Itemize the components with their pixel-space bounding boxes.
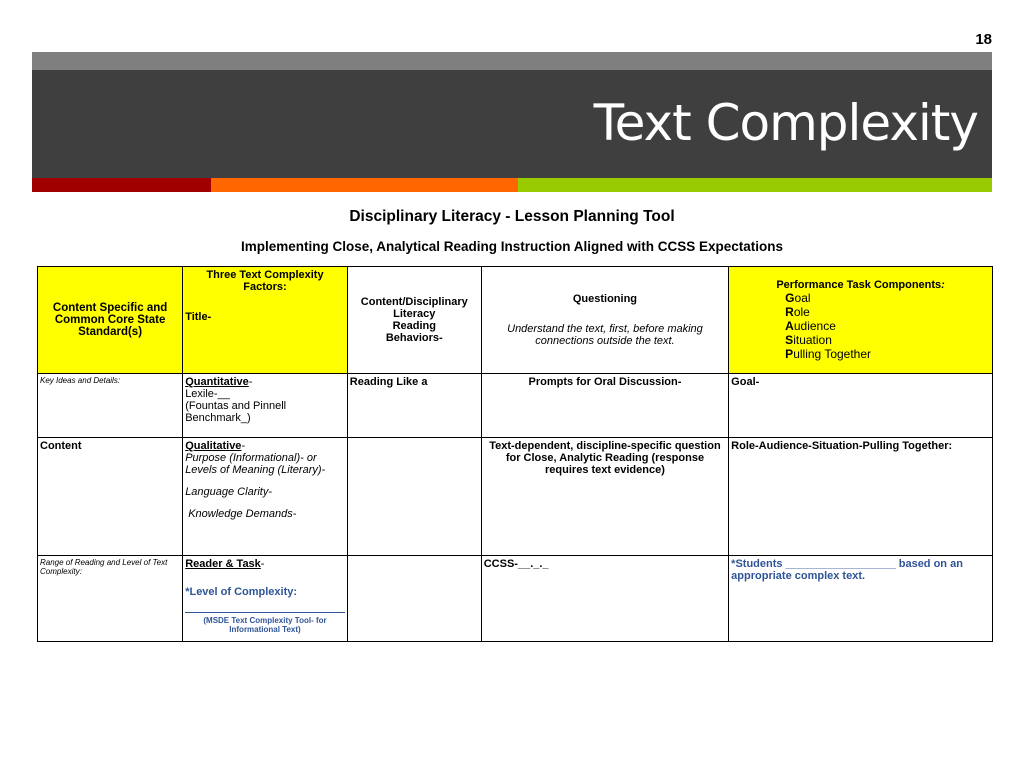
title-bar: [32, 70, 992, 178]
header-performance-task: [729, 267, 993, 374]
lesson-planning-table: [37, 266, 993, 642]
header-literacy-line: Literacy: [393, 308, 436, 320]
header-complexity-factors: [183, 267, 348, 374]
accent-stripe-green: [518, 178, 992, 192]
table-row: [38, 438, 993, 556]
component-role: Role: [785, 305, 810, 319]
accent-stripe-orange: [211, 178, 518, 192]
header-literacy-line: Behaviors-: [385, 332, 443, 344]
row2-standards: Content: [38, 438, 183, 556]
row3-ccss: CCSS-__._._: [481, 556, 728, 642]
header-title-field: Title-: [185, 311, 212, 323]
row1-reading-behaviors: Reading Like a: [347, 374, 481, 438]
header-literacy-behaviors: [347, 267, 481, 374]
header-complexity-title: Three Text Complexity Factors:: [206, 269, 324, 293]
table-header-row: [38, 267, 993, 374]
row2-performance: Role-Audience-Situation-Pulling Together:: [729, 438, 993, 556]
header-questioning-title: Questioning: [572, 293, 638, 305]
title-bar-top-band: [32, 52, 992, 70]
row3-standards: Range of Reading and Level of Text Complexity:: [38, 556, 183, 642]
header-performance-title: Performance Task Components:: [776, 279, 945, 291]
row3-students: *Students __________________ based on an appropriate complex text.: [729, 556, 993, 642]
header-literacy-line: Content/Disciplinary: [360, 296, 468, 308]
row1-goal: Goal-: [729, 374, 993, 438]
table-row: [38, 556, 993, 642]
row3-reader-task: Reader & Task- *Level of Complexity: (MSDE Text Complexity Tool- for Informational Text): [183, 556, 348, 642]
header-questioning: [481, 267, 728, 374]
component-pulling-together: Pulling Together: [785, 347, 872, 361]
component-audience: Audience: [785, 319, 836, 333]
component-goal: Goal: [785, 291, 811, 305]
row1-standards: Key Ideas and Details:: [38, 374, 183, 438]
accent-stripe-red: [32, 178, 211, 192]
header-standards: Content Specific and Common Core State Standard(s): [38, 267, 183, 374]
document-title: Disciplinary Literacy - Lesson Planning Tool: [349, 208, 675, 225]
component-situation: Situation: [785, 333, 832, 347]
slide-title: Text Complexity: [593, 94, 978, 152]
header-questioning-note: Understand the text, first, before making connections outside the text.: [507, 323, 703, 347]
row3-reading-behaviors: [347, 556, 481, 642]
row2-qualitative: Qualitative- Purpose (Informational)- or Levels of Meaning (Literary)- Language Clarity- Knowledge Demands-: [183, 438, 348, 556]
row1-quantitative: Quantitative- Lexile-__ (Fountas and Pinnell Benchmark_): [183, 374, 348, 438]
table-row: [38, 374, 993, 438]
row1-questioning: Prompts for Oral Discussion-: [481, 374, 728, 438]
performance-components-list: [731, 291, 990, 361]
row2-reading-behaviors: [347, 438, 481, 556]
slide-number: 18: [975, 31, 992, 48]
header-literacy-line: Reading: [392, 320, 436, 332]
document-subtitle: Implementing Close, Analytical Reading Instruction Aligned with CCSS Expectations: [240, 239, 784, 254]
row2-questioning: Text-dependent, discipline-specific question for Close, Analytic Reading (response requires text evidence): [481, 438, 728, 556]
